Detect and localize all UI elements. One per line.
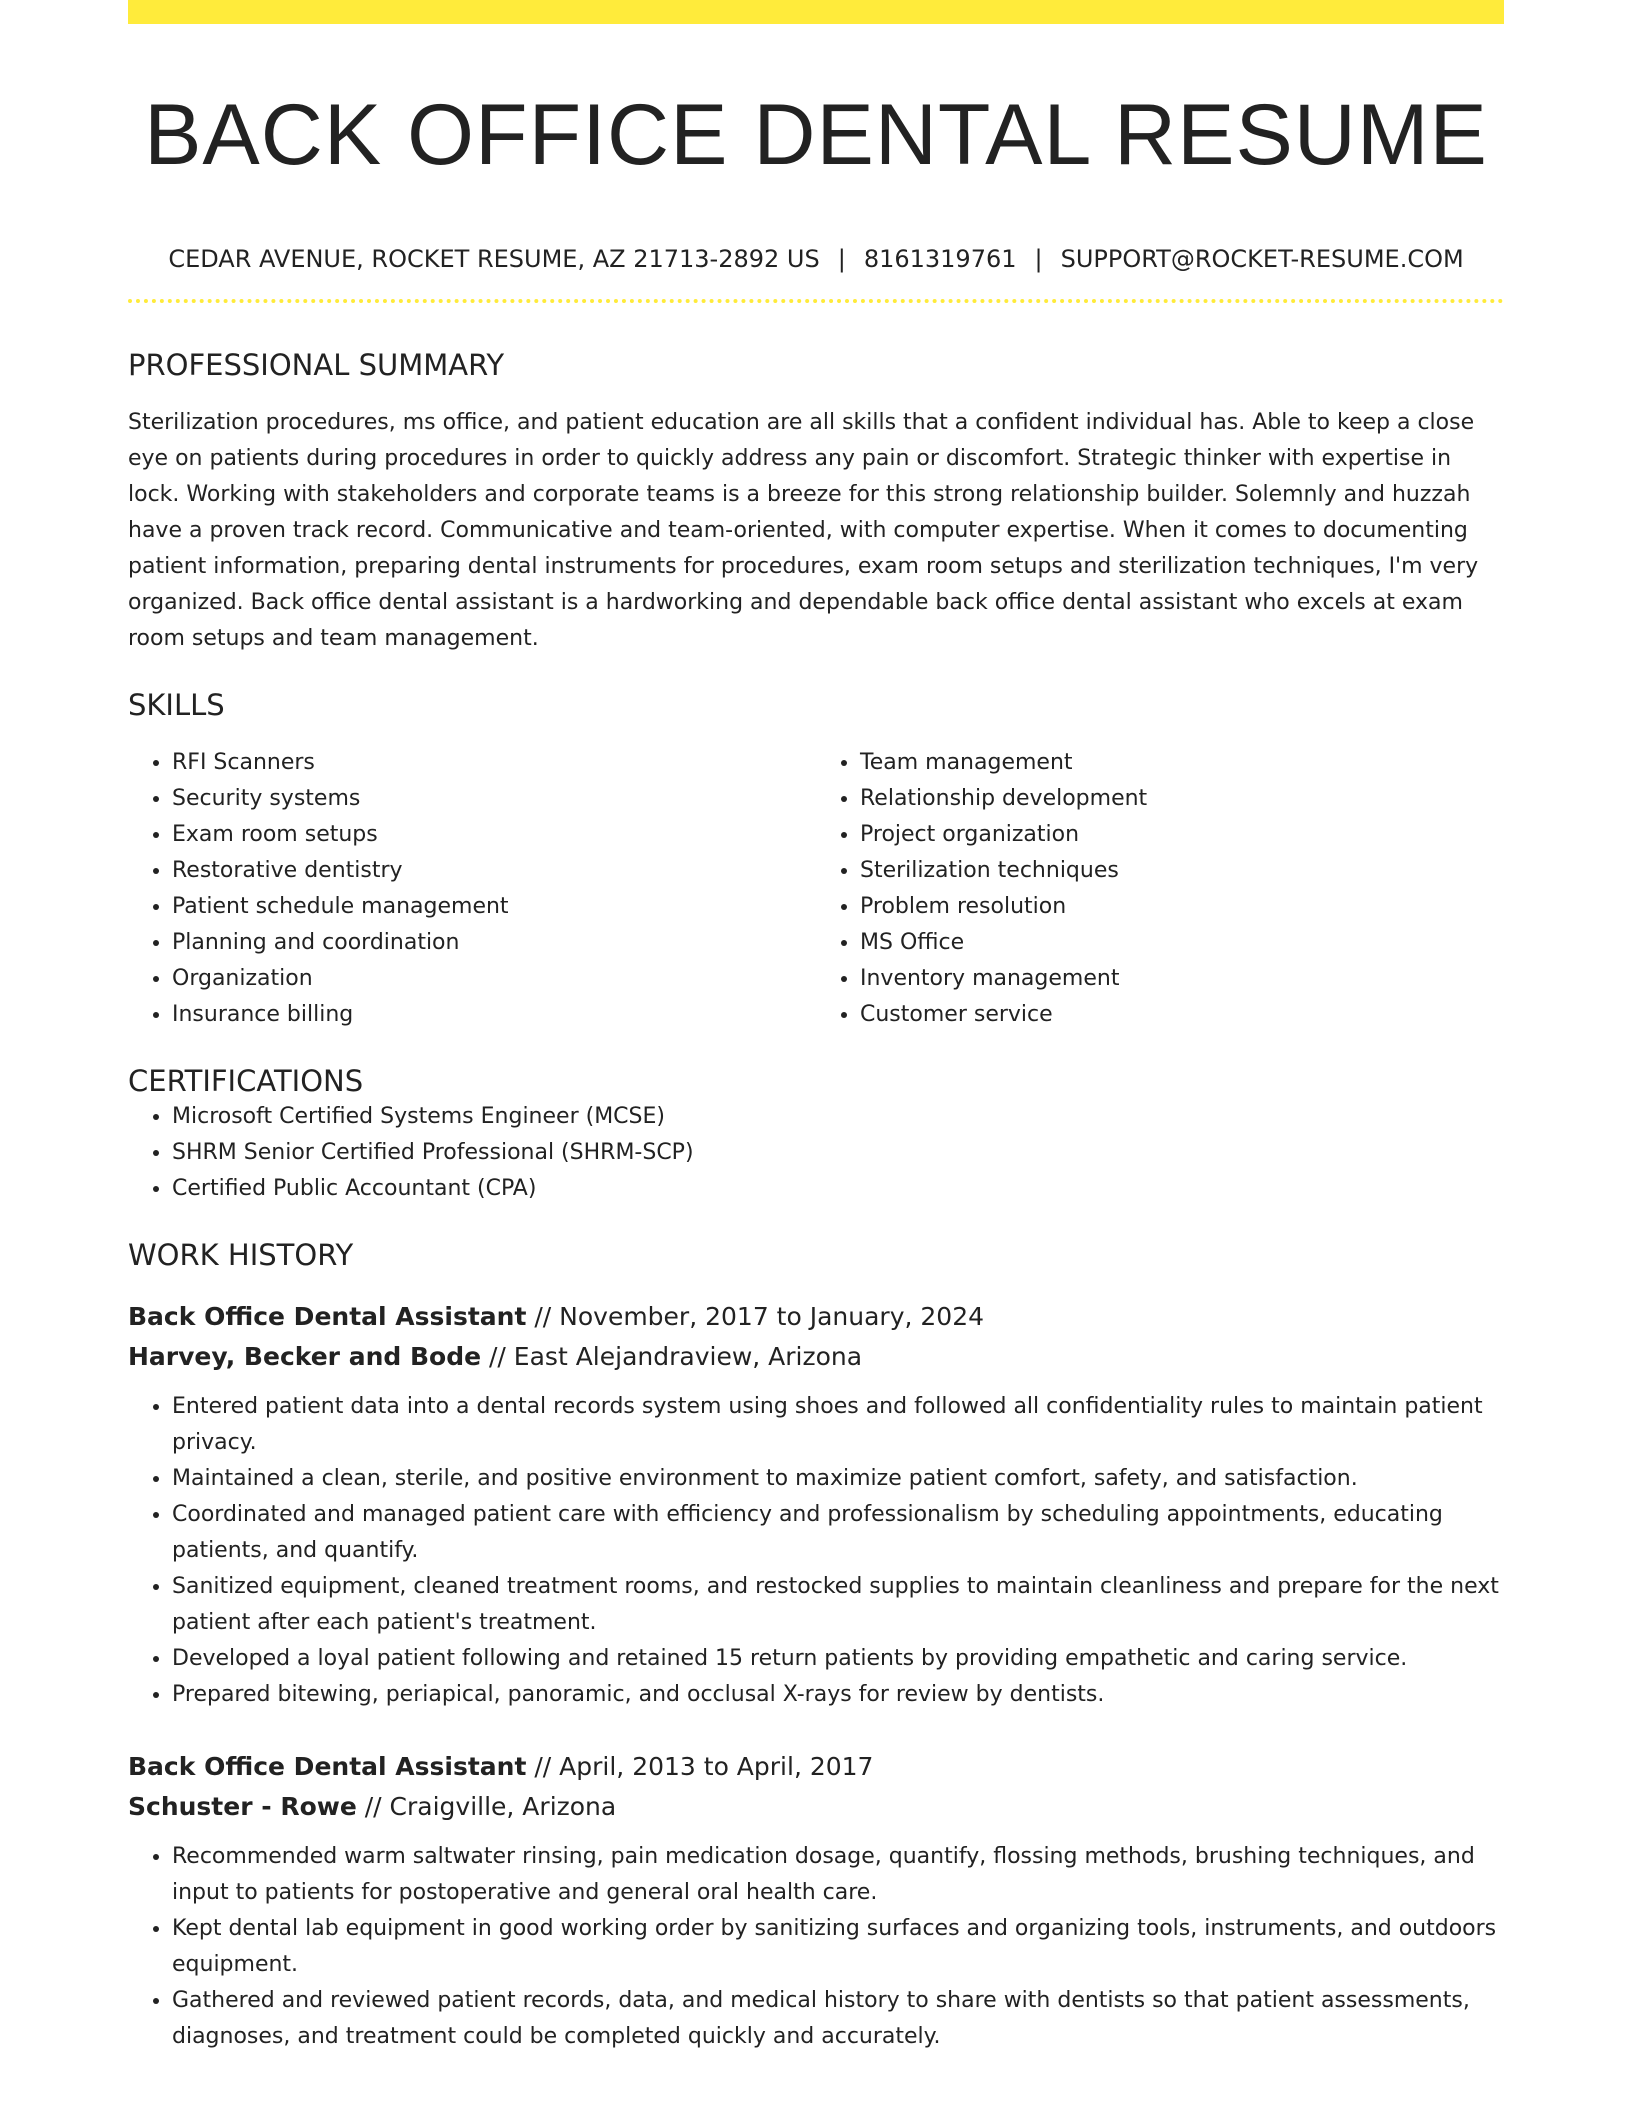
skill-item: • Inventory management	[860, 961, 1504, 997]
job-bullet: • Sanitized equipment, cleaned treatment rooms, and restocked supplies to maintain cleanliness and prepare for the next patient after each patient's treatment.	[172, 1569, 1504, 1641]
job-company-line	[128, 1337, 1504, 1377]
job-bullet: • Developed a loyal patient following and retained 15 return patients by providing empathetic and caring service.	[172, 1641, 1504, 1677]
work-history-heading: WORK HISTORY	[128, 1238, 354, 1273]
certifications-list	[128, 1099, 1504, 1207]
job-company: Schuster - Rowe	[128, 1792, 357, 1822]
skills-list-left	[128, 745, 816, 1033]
accent-top-bar	[128, 0, 1504, 24]
job-company: Harvey, Becker and Bode	[128, 1342, 482, 1372]
job-location: // East Alejandraview, Arizona	[481, 1342, 863, 1372]
job-bullet: • Prepared bitewing, periapical, panoramic, and occlusal X-rays for review by dentists.	[172, 1677, 1504, 1713]
certifications-heading: CERTIFICATIONS	[128, 1064, 364, 1099]
skills-list-right	[816, 745, 1504, 1033]
contact-address: CEDAR AVENUE, ROCKET RESUME, AZ 21713-2892 US	[168, 245, 820, 274]
job-dates: // November, 2017 to January, 2024	[526, 1302, 985, 1332]
job-company-line	[128, 1787, 1504, 1827]
skill-item: • Exam room setups	[172, 817, 816, 853]
summary-heading: PROFESSIONAL SUMMARY	[128, 348, 505, 383]
contact-separator: |	[837, 245, 846, 274]
skill-item: • Organization	[172, 961, 816, 997]
contact-line	[128, 243, 1504, 275]
job-bullets	[128, 1389, 1504, 1713]
contact-phone: 8161319761	[863, 245, 1017, 274]
contact-separator: |	[1034, 245, 1043, 274]
skill-item: • Team management	[860, 745, 1504, 781]
skill-item: • Insurance billing	[172, 997, 816, 1033]
resume-title: BACK OFFICE DENTAL RESUME	[144, 87, 1488, 183]
job-bullet: • Entered patient data into a dental records system using shoes and followed all confidentiality rules to maintain patient privacy.	[172, 1389, 1504, 1461]
job-bullet: • Kept dental lab equipment in good working order by sanitizing surfaces and organizing tools, instruments, and outdoors equipment.	[172, 1911, 1504, 1983]
job-role: Back Office Dental Assistant	[128, 1302, 527, 1332]
job-role-line	[128, 1297, 1504, 1337]
job-entry	[128, 1747, 1504, 2055]
job-bullet: • Maintained a clean, sterile, and positive environment to maximize patient comfort, safety, and satisfaction.	[172, 1461, 1504, 1497]
certification-item: • Microsoft Certified Systems Engineer (MCSE)	[172, 1099, 1504, 1135]
job-role: Back Office Dental Assistant	[128, 1752, 527, 1782]
job-location: // Craigville, Arizona	[356, 1792, 617, 1822]
job-bullet: • Recommended warm saltwater rinsing, pain medication dosage, quantify, flossing methods, brushing techniques, and input to patients for postoperative and general oral health care.	[172, 1839, 1504, 1911]
certification-item: • SHRM Senior Certified Professional (SHRM-SCP)	[172, 1135, 1504, 1171]
certification-item: • Certified Public Accountant (CPA)	[172, 1171, 1504, 1207]
skill-item: • Project organization	[860, 817, 1504, 853]
skill-item: • Security systems	[172, 781, 816, 817]
skill-item: • Planning and coordination	[172, 925, 816, 961]
summary-paragraph: Sterilization procedures, ms office, and patient education are all skills that a confident individual has. Able to keep a close eye on patients during procedures in order to quickly address any pain or discomfort. Strategic thinker with expertise in lock. Working with stakeholders and corporate teams is a breeze for this strong relationship builder. Solemnly and huzzah have a proven track record. Communicative and team-oriented, with computer expertise. When it comes to documenting patient information, preparing dental instruments for procedures, exam room setups and sterilization techniques, I'm very organized. Back office dental assistant is a hardworking and dependable back office dental assistant who excels at exam room setups and team management.	[128, 410, 1479, 652]
resume-page	[128, 0, 1504, 2055]
job-bullet: • Gathered and reviewed patient records, data, and medical history to share with dentists so that patient assessments, diagnoses, and treatment could be completed quickly and accurately.	[172, 1983, 1504, 2055]
skill-item: • Sterilization techniques	[860, 853, 1504, 889]
skills-columns	[128, 745, 1504, 1033]
skill-item: • RFI Scanners	[172, 745, 816, 781]
job-bullets	[128, 1839, 1504, 2055]
skills-heading: SKILLS	[128, 688, 225, 723]
skill-item: • Customer service	[860, 997, 1504, 1033]
dotted-divider	[128, 299, 1504, 303]
contact-email: SUPPORT@ROCKET-RESUME.COM	[1060, 245, 1464, 274]
skill-item: • Problem resolution	[860, 889, 1504, 925]
job-entry	[128, 1297, 1504, 1713]
job-bullet: • Coordinated and managed patient care with efficiency and professionalism by scheduling appointments, educating patients, and quantify.	[172, 1497, 1504, 1569]
skill-item: • Patient schedule management	[172, 889, 816, 925]
skill-item: • MS Office	[860, 925, 1504, 961]
skill-item: • Restorative dentistry	[172, 853, 816, 889]
job-role-line	[128, 1747, 1504, 1787]
job-dates: // April, 2013 to April, 2017	[526, 1752, 874, 1782]
skill-item: • Relationship development	[860, 781, 1504, 817]
